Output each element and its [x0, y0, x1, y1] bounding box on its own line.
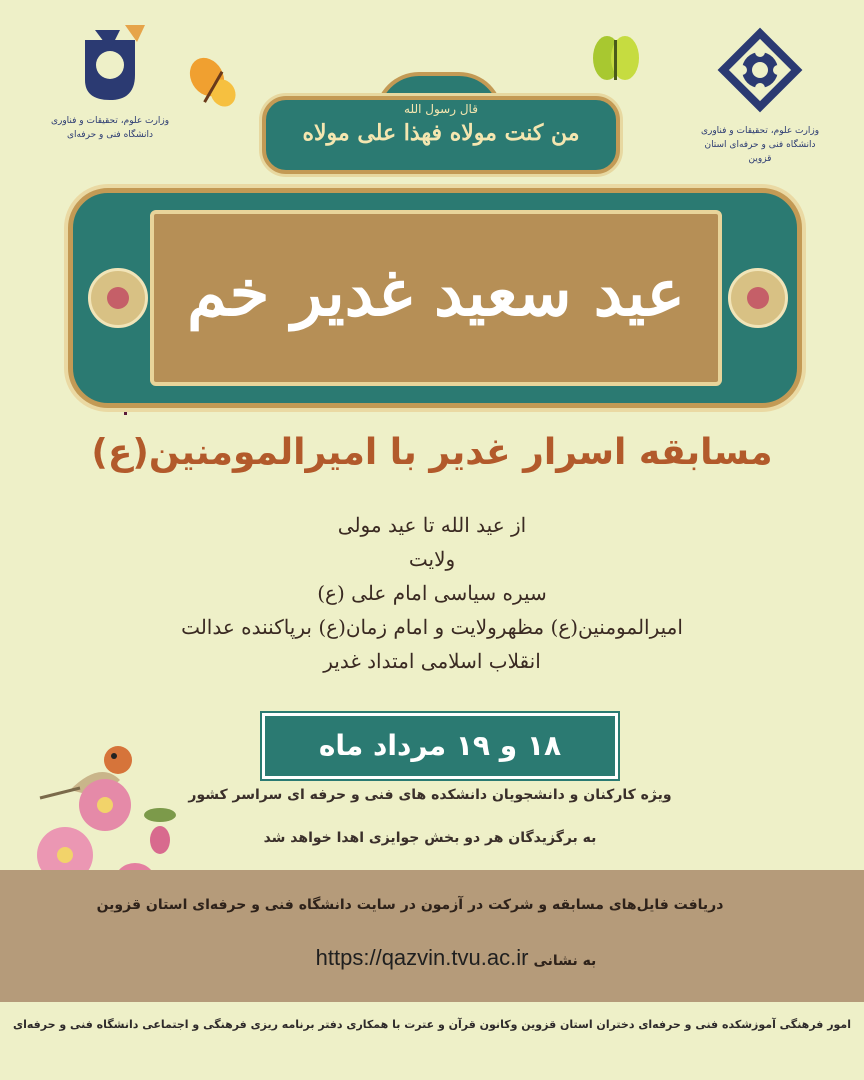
- topic-item: امیرالمومنین(ع) مظهرولایت و امام زمان(ع) برپاکننده عدالت: [181, 615, 683, 639]
- main-title: عید سعید غدیر خم: [187, 256, 685, 331]
- topic-item: ولایت: [408, 547, 456, 571]
- audience-text: ویژه کارکنان و دانشجویان دانشکده های فنی و حرفه ای سراسر کشور: [188, 787, 672, 803]
- topics-list: [0, 508, 864, 678]
- left-ornament-icon: [88, 268, 148, 328]
- contest-headline: مسابقه اسرار غدیر با امیرالمومنین(ع): [91, 432, 773, 473]
- logo-right: [700, 20, 820, 166]
- url-label: به نشانی: [533, 953, 597, 969]
- logo-right-caption-2: دانشگاه فنی و حرفه‌ای استان قزوین: [704, 140, 816, 164]
- footer-credits: امور فرهنگی آموزشکده فنی و حرفه‌ای دختران استان قزوین وکانون قرآن و عترت با همکاری دفتر برنامه ریزی فرهنگی و اجتماعی دانشگاه فنی و حرفه‌ای: [13, 1018, 851, 1031]
- main-title-panel: [150, 210, 722, 386]
- ministry-emblem-icon: [65, 20, 155, 110]
- topic-item: انقلاب اسلامی امتداد غدیر: [323, 649, 541, 673]
- logo-left: [40, 20, 180, 142]
- date-banner: ۱۸ و ۱۹ مرداد ماه: [262, 713, 618, 779]
- url-row: [250, 945, 650, 971]
- top-banner: [262, 96, 620, 174]
- topic-item: سیره سیاسی امام علی (ع): [317, 581, 547, 605]
- top-banner-hadith: من کنت مولاه فهذا علی مولاه: [302, 120, 580, 146]
- right-ornament-icon: [728, 268, 788, 328]
- tvu-emblem-icon: [710, 20, 810, 120]
- logo-right-caption-1: وزارت علوم، تحقیقات و فناوری: [700, 126, 820, 136]
- info-band: [0, 870, 864, 1002]
- green-butterfly-icon: [585, 30, 645, 90]
- logo-left-caption-2: دانشگاه فنی و حرفه‌ای: [66, 130, 154, 140]
- orange-butterfly-icon: [185, 55, 245, 115]
- top-banner-small-text: قال رسول الله: [404, 102, 478, 116]
- logo-left-caption-1: وزارت علوم، تحقیقات و فناوری: [50, 116, 170, 126]
- download-instructions: دریافت فایل‌های مسابقه و شرکت در آزمون در سایت دانشگاه فنی و حرفه‌ای استان قزوین: [96, 897, 724, 913]
- website-link[interactable]: https://qazvin.tvu.ac.ir: [315, 945, 529, 970]
- prizes-text: به برگزیدگان هر دو بخش جوایزی اهدا خواهد شد: [263, 830, 597, 846]
- topic-item: از عید الله تا عید مولی: [337, 513, 527, 537]
